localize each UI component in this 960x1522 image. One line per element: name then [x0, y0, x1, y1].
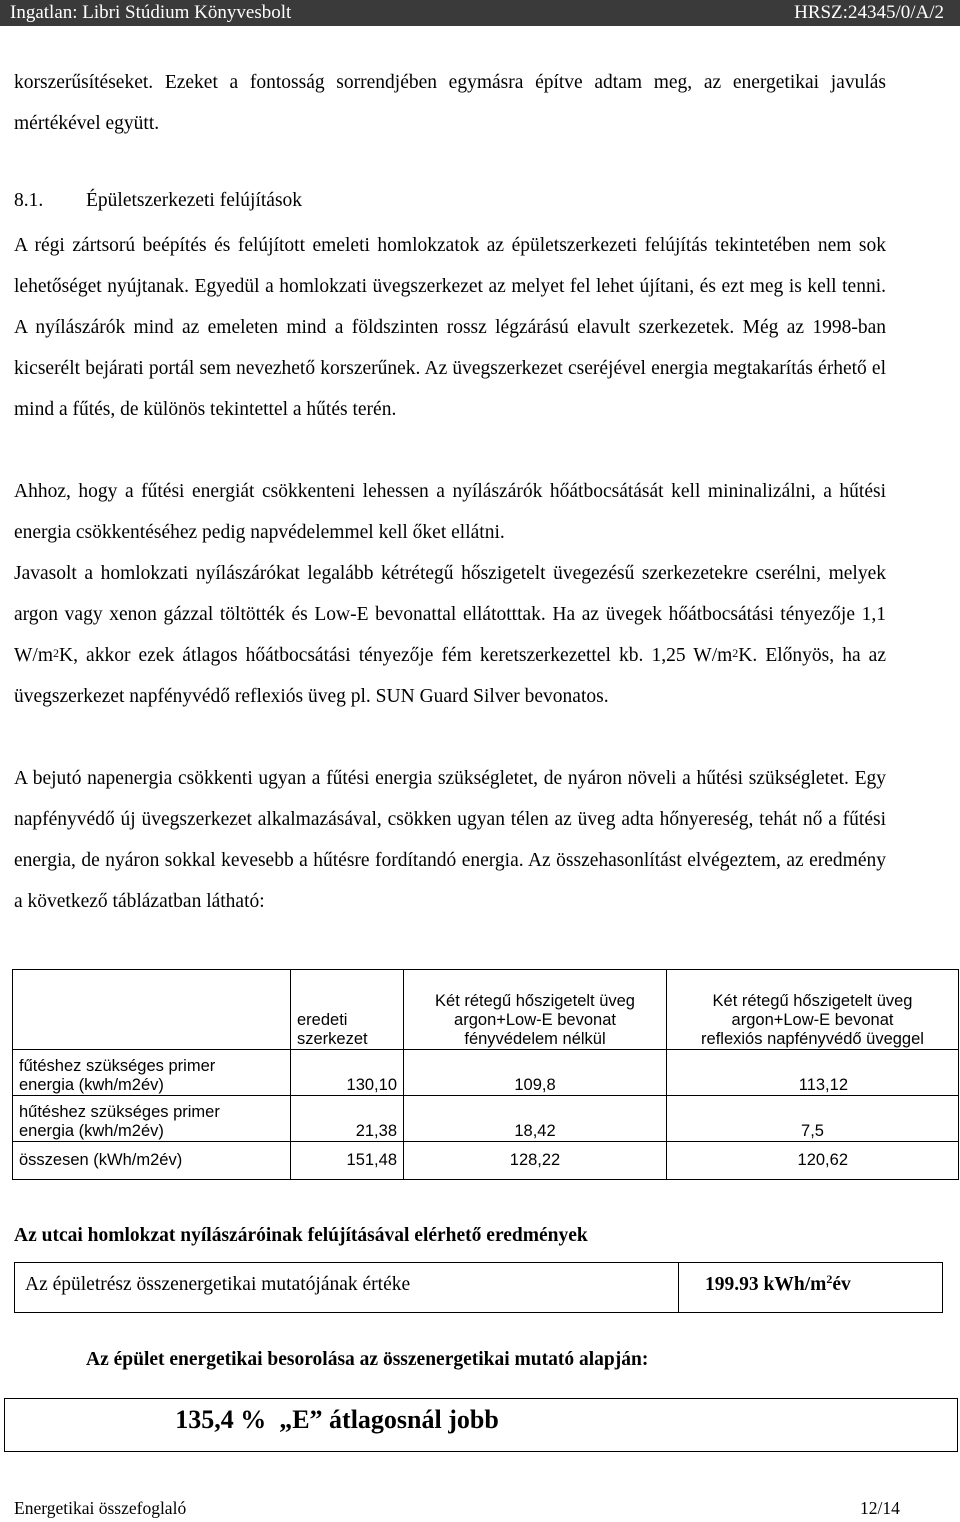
- paragraph-1: A régi zártsorú beépítés és felújított emeleti homlokzatok az épületszerkezeti felújítás tekintetében nem sok lehetőséget nyújtanak. Egyedül a homlokzati üvegszerkezet az melyet fel lehet újítani, és ezt meg is kell tenni. A nyílászárók mind az emeleten mind a földszinten rossz légzárású elavult szerkezetek. Még az 1998-ban kicserélt bejárati portál sem nevezhető korszerűnek. Az üvegszerkezet cseréjével energia megtakarítás érhető el mind a fűtés, de különös tekintettel a hűtés terén.: [14, 235, 886, 420]
- section-heading: [14, 190, 303, 212]
- results-label: Az épületrész összenergetikai mutatójának értéke: [25, 1274, 411, 1295]
- classification-value: 135,4 % „E” átlagosnál jobb: [175, 1405, 499, 1434]
- comparison-table: [12, 969, 959, 1180]
- paragraph-2: Ahhoz, hogy a fűtési energiát csökkenteni lehessen a nyílászárók hőátbocsátását kell mininalizálni, a hűtési energia csökkentéséhez pedig napvédelemmel kell őket ellátni.: [14, 481, 886, 543]
- section-title: Épületszerkezeti felújítások: [86, 190, 303, 211]
- results-box: [14, 1262, 943, 1313]
- classification-box: [4, 1398, 958, 1452]
- table-header-row: [13, 970, 959, 1050]
- table-row: fűtéshez szükséges primer energia (kwh/m2év) 130,10 109,8 113,12: [13, 1050, 959, 1096]
- header-original: eredeti szerkezet: [291, 970, 404, 1050]
- intro-paragraph: korszerűsítéseket. Ezeket a fontosság sorrendjében egymásra építve adtam meg, az energetikai javulás mértékével együtt.: [14, 72, 886, 134]
- classification-heading: Az épület energetikai besorolása az összenergetikai mutató alapján:: [86, 1349, 649, 1370]
- results-heading: Az utcai homlokzat nyílászáróinak felújításával elérhető eredmények: [14, 1225, 588, 1246]
- section-number: 8.1.: [14, 190, 44, 211]
- paragraph-4: A bejutó napenergia csökkenti ugyan a fűtési energia szükségletet, de nyáron növeli a hűtési szükségletet. Egy napfényvédő új üvegszerkezet alkalmazásával, csökken ugyan télen az üveg adta hőnyereség, tehát nő a fűtési energia, de nyáron sokkal kevesebb a hűtésre fordítandó energia. Az összehasonlítást elvégeztem, az eredmény a következő táblázatban látható:: [14, 768, 886, 912]
- table-row: hűtéshez szükséges primer energia (kwh/m2év) 21,38 18,42 7,5: [13, 1096, 959, 1142]
- header-right: HRSZ:24345/0/A/2: [794, 2, 944, 23]
- results-value: 199.93 kWh/$m^2év$: [705, 1272, 851, 1295]
- header-glazing-2: Két rétegű hőszigetelt üveg argon+Low-E bevonat reflexiós napfényvédő üveggel: [667, 970, 959, 1050]
- results-divider: [678, 1263, 679, 1312]
- footer-left: Energetikai összefoglaló: [14, 1498, 187, 1518]
- page-header: [0, 0, 960, 26]
- header-left: Ingatlan: Libri Stúdium Könyvesbolt: [10, 2, 292, 23]
- header-glazing-1: Két rétegű hőszigetelt üveg argon+Low-E bevonat fényvédelem nélkül: [404, 970, 667, 1050]
- table-row: összesen (kWh/m2év) 151,48 128,22 120,62: [13, 1142, 959, 1180]
- footer-page-number: 12/14: [860, 1498, 900, 1518]
- paragraph-3: Javasolt a homlokzati nyílászárókat legalább kétrétegű hőszigetelt üvegezésű szerkezetekre cserélni, melyek argon vagy xenon gázzal töltötték és Low-E bevonattal ellátotttak. Ha az üvegek hőátbocsátási tényezője 1,1 $W/m^2K$, akkor ezek átlagos hőátbocsátási tényezője fém keretszerkezettel kb. 1,25 $W/m^2K$. Előnyös, ha az üvegszerkezet napfényvédő reflexiós üveg pl. SUN Guard Silver bevonatos.: [14, 563, 886, 707]
